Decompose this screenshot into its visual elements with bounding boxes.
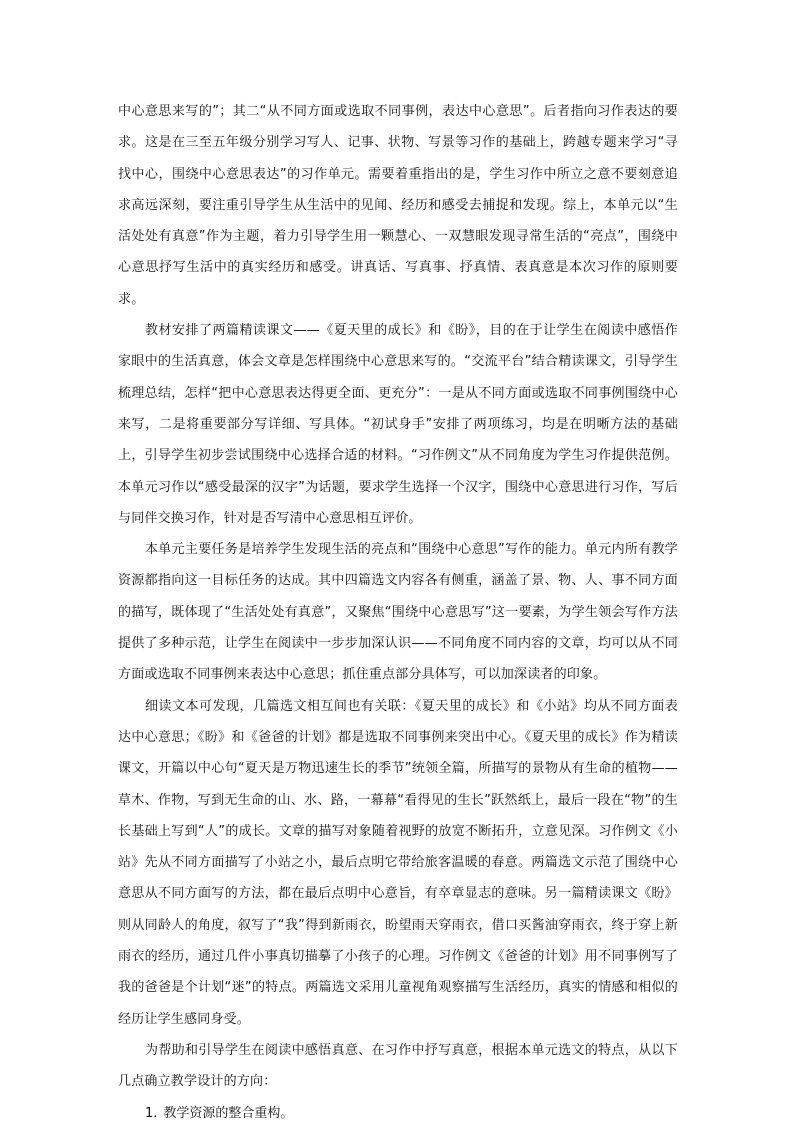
paragraph-4: 细读文本可发现，几篇选文相互间也有关联：《夏天里的成长》和《小站》均从不同方面表达中心意思；《盼》和《爸爸的计划》都是选取不同事例来突出中心。《夏天里的成长》作为精读课文，开篇以中心句“夏天是万物迅速生长的季节”统领全篇，所描写的景物从有生命的植物——草木、作物，写到无生命的山、水、路，一幕幕“看得见的生长”跃然纸上，最后一段在“物”的生长基础上写到“人”的成长。文章的描写对象随着视野的放宽不断拓升，立意见深。习作例文《小站》先从不同方面描写了小站之小，最后点明它带给旅客温暖的春意。两篇选文示范了围绕中心意思从不同方面写的方法，都在最后点明中心意旨，有卒章显志的意味。另一篇精读课文《盼》则从同龄人的角度，叙写了“我”得到新雨衣，盼望雨天穿雨衣，借口买酱油穿雨衣，终于穿上新雨衣的经历，通过几件小事真切描摹了小孩子的心理。习作例文《爸爸的计划》用不同事例写了我的爸爸是个计划“迷”的特点。两篇选文采用儿童视角观察描写生活经历，真实的情感和相似的经历让学生感同身受。	[118, 698, 678, 1027]
paragraph-5: 为帮助和引导学生在阅读中感悟真意、在习作中抒写真意，根据本单元选文的特点，从以下几点确立教学设计的方向：	[118, 1042, 678, 1090]
paragraph-1: 中心意思来写的”；其二“从不同方面或选取不同事例，表达中心意思”。后者指向习作表达的要求。这是在三至五年级分别学习写人、记事、状物、写景等习作的基础上，跨越专题来学习“寻找中心，围绕中心意思表达”的习作单元。需要着重指出的是，学生习作中所立之意不要刻意追求高远深刻，要注重引导学生从生活中的见闻、经历和感受去捕捉和发现。综上，本单元以“生活处处有真意”作为主题，着力引导学生用一颗慧心、一双慧眼发现寻常生活的“亮点”，围绕中心意思抒写生活中的真实经历和感受。讲真话、写真事、抒真情、表真意是本次习作的原则要求。	[118, 104, 678, 307]
paragraph-2: 教材安排了两篇精读课文——《夏天里的成长》和《盼》，目的在于让学生在阅读中感悟作家眼中的生活真意，体会文章是怎样围绕中心意思来写的。“交流平台”结合精读课文，引导学生梳理总结，怎样“把中心意思表达得更全面、更充分”：一是从不同方面或选取不同事例围绕中心来写，二是将重要部分写详细、写具体。“初试身手”安排了两项练习，均是在明晰方法的基础上，引导学生初步尝试围绕中心选择合适的材料。“习作例文”从不同角度为学生习作提供范例。本单元习作以“感受最深的汉字”为话题，要求学生选择一个汉字，围绕中心意思进行习作，写后与同伴交换习作，针对是否写清中心意思相互评价。	[118, 323, 678, 526]
list-item-number: 1.	[145, 1105, 158, 1121]
paragraph-3: 本单元主要任务是培养学生发现生活的亮点和“围绕中心意思”写作的能力。单元内所有教学资源都指向这一目标任务的达成。其中四篇选文内容各有侧重，涵盖了景、物、人、事不同方面的描写，既体现了“生活处处有真意”，又聚焦“围绕中心意思写”这一要素，为学生领会写作方法提供了多种示范，让学生在阅读中一步步加深认识——不同角度不同内容的文章，均可以从不同方面或选取不同事例来表达中心意思；抓住重点部分具体写，可以加深读者的印象。	[118, 542, 678, 683]
list-item-text: 教学资源的整合重构。	[163, 1105, 294, 1121]
list-item	[118, 1098, 678, 1129]
document-page	[118, 96, 678, 1129]
